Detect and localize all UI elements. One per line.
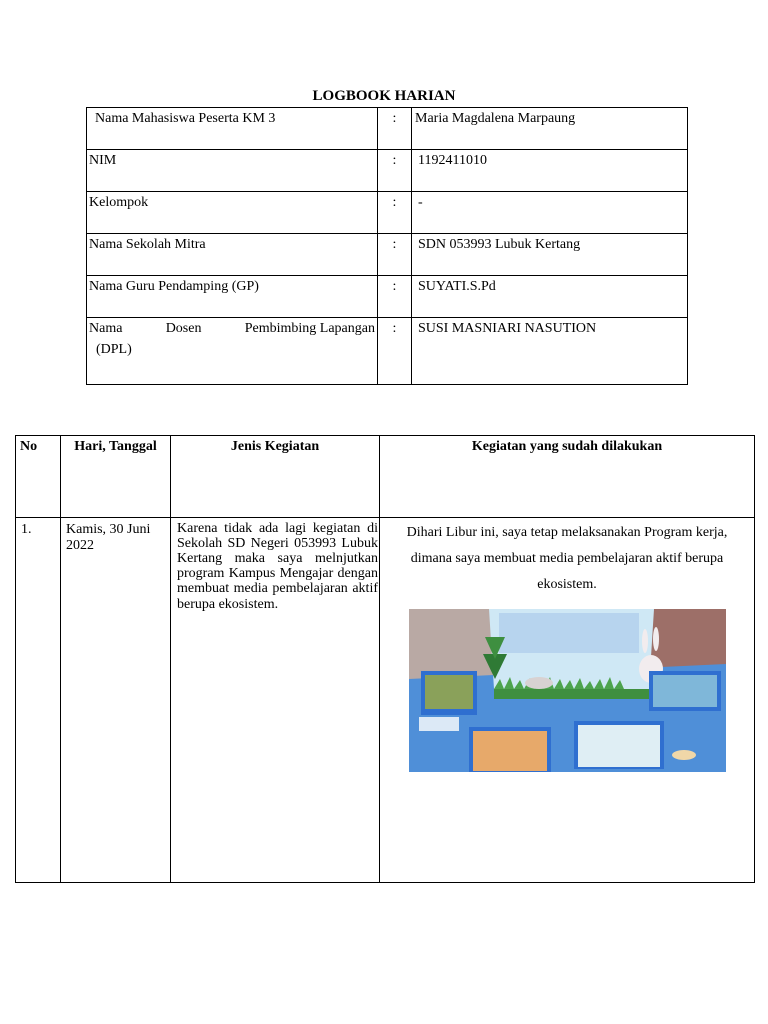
row-number: 1.: [16, 518, 61, 883]
info-label: Nama Sekolah Mitra: [87, 234, 378, 276]
header-date: Hari, Tanggal: [61, 436, 171, 518]
info-colon: :: [378, 150, 412, 192]
activity-header-row: [16, 436, 755, 518]
info-colon: :: [378, 276, 412, 318]
student-info-table: [86, 107, 688, 385]
info-colon: :: [378, 192, 412, 234]
info-row: [87, 150, 688, 192]
row-date: Kamis, 30 Juni 2022: [61, 518, 171, 883]
info-value: SUYATI.S.Pd: [412, 276, 688, 318]
header-activity-type: Jenis Kegiatan: [171, 436, 380, 518]
header-completed-activity: Kegiatan yang sudah dilakukan: [380, 436, 755, 518]
header-no: No: [16, 436, 61, 518]
info-value: SDN 053993 Lubuk Kertang: [412, 234, 688, 276]
info-label: Kelompok: [87, 192, 378, 234]
info-value: 1192411010: [412, 150, 688, 192]
info-label-dpl: [87, 318, 378, 385]
info-colon: :: [378, 318, 412, 385]
row-activity-type: Karena tidak ada lagi kegiatan di Sekolah SD Negeri 053993 Lubuk Kertang maka saya melnjutkan program Kampus Mengajar dengan membuat media pembelajaran aktif berupa ekosistem.: [171, 518, 380, 883]
info-row: [87, 318, 688, 385]
info-value: -: [412, 192, 688, 234]
info-row: [87, 276, 688, 318]
info-colon: :: [378, 108, 412, 150]
info-label: Nama Mahasiswa Peserta KM 3: [87, 108, 378, 150]
info-row: [87, 192, 688, 234]
info-label: Nama Guru Pendamping (GP): [87, 276, 378, 318]
info-value: Maria Magdalena Marpaung: [412, 108, 688, 150]
info-row: [87, 234, 688, 276]
dpl-word: Pembimbing Lapangan: [244, 321, 375, 336]
info-label: NIM: [87, 150, 378, 192]
info-row: [87, 108, 688, 150]
info-value: SUSI MASNIARI NASUTION: [412, 318, 688, 385]
row-completed-activity: [380, 518, 755, 883]
dpl-word: Nama: [89, 321, 123, 336]
page-title: LOGBOOK HARIAN: [312, 88, 456, 104]
table-row: [16, 518, 755, 883]
activity-table: [15, 435, 755, 883]
info-colon: :: [378, 234, 412, 276]
dpl-abbrev: (DPL): [96, 342, 132, 357]
dpl-word: Dosen: [165, 321, 202, 336]
completed-activity-text: Dihari Libur ini, saya tetap melaksanakan Program kerja, dimana saya membuat media pembelajaran aktif berupa ekosistem.: [406, 525, 728, 592]
ecosystem-media-photo: [409, 609, 726, 772]
